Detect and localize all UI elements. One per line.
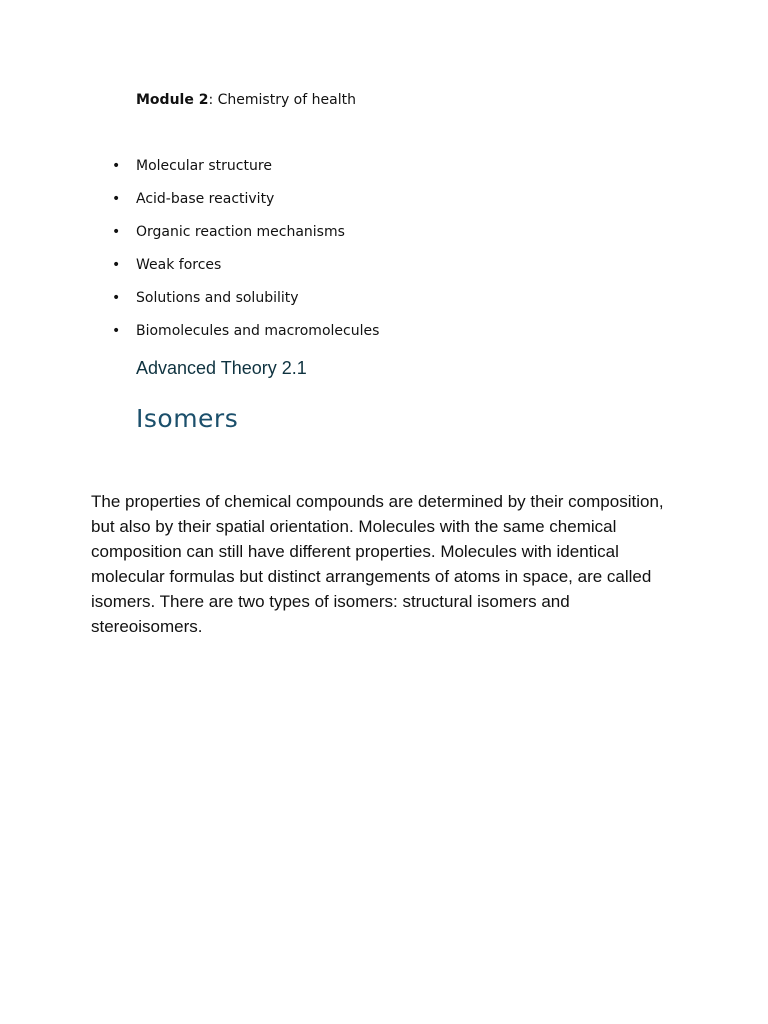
module-title: Chemistry of health <box>213 92 356 108</box>
module-separator: : <box>208 92 214 108</box>
list-item <box>112 223 379 256</box>
body-paragraph: The properties of chemical compounds are determined by their composition, but also by their spatial orientation. Molecules with the same chemical composition can still have different properties. Molecules with identical molecular formulas but distinct arrangements of atoms in space, are called isomers. There are two types of isomers: structural isomers and stereoisomers. <box>91 492 664 636</box>
list-item-text: Acid-base reactivity <box>136 191 275 207</box>
bullet-icon: • <box>112 158 121 174</box>
bullet-icon: • <box>112 323 121 339</box>
module-line <box>136 91 356 109</box>
list-item <box>112 322 380 355</box>
topic-list <box>112 157 380 355</box>
bullet-icon: • <box>112 257 121 273</box>
list-item <box>112 289 379 322</box>
list-item-text: Solutions and solubility <box>136 290 299 306</box>
bullet-icon: • <box>112 290 121 306</box>
list-item <box>112 190 379 223</box>
list-item-text: Weak forces <box>136 257 222 273</box>
section-subheading: Advanced Theory 2.1 <box>136 358 307 378</box>
list-item <box>112 157 379 190</box>
module-label: Module 2 <box>136 92 209 108</box>
list-item <box>112 256 379 289</box>
page-title: Isomers <box>136 404 239 433</box>
bullet-icon: • <box>112 191 121 207</box>
list-item-text: Molecular structure <box>136 158 272 174</box>
list-item-text: Organic reaction mechanisms <box>136 224 345 240</box>
bullet-icon: • <box>112 224 121 240</box>
list-item-text: Biomolecules and macromolecules <box>136 323 380 339</box>
